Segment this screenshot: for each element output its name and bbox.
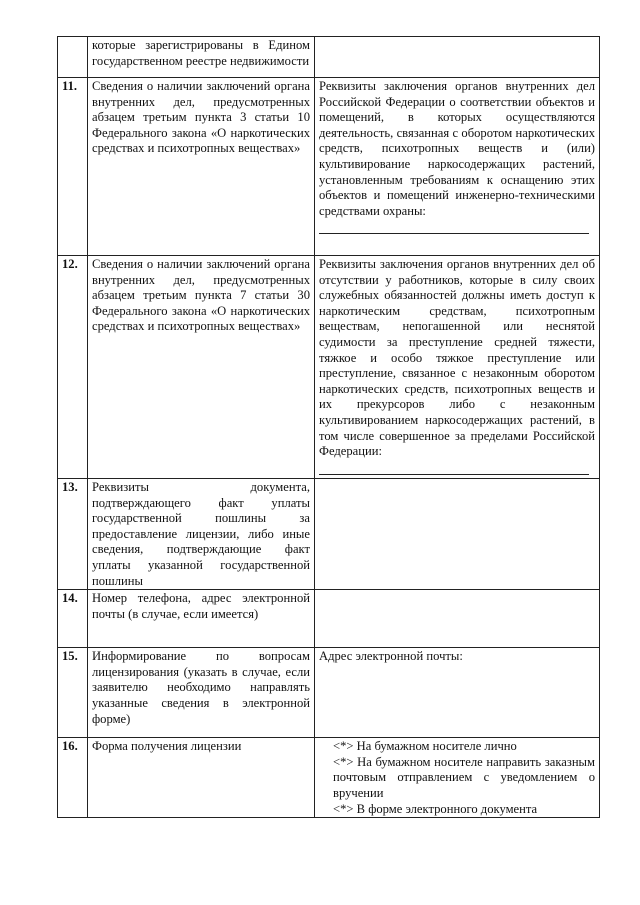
row-value-text: Реквизиты заключения органов внутренних дел Российской Федерации о соответствии объектов и помещений, в которых осуществляются деятельность, связанная с оборотом наркотических средств, психотропных веществ и (или) культивирование наркосодержащих растений, установленным требованиям к оснащению этих объектов и помещений инженерно-техническими средствами охраны: bbox=[319, 79, 595, 218]
table-row bbox=[58, 738, 600, 818]
table-row bbox=[58, 37, 600, 78]
table-row bbox=[58, 78, 600, 256]
row-number: 14. bbox=[58, 590, 88, 648]
option-paper-by-mail[interactable]: <*> На бумажном носителе направить заказным почтовым отправлением с уведомлением о вручении bbox=[333, 754, 595, 800]
row-value-empty[interactable] bbox=[315, 590, 600, 648]
table-row bbox=[58, 479, 600, 590]
option-electronic[interactable]: <*> В форме электронного документа bbox=[333, 801, 538, 816]
row-number: 15. bbox=[58, 648, 88, 738]
row-number: 12. bbox=[58, 256, 88, 479]
row-value bbox=[315, 256, 600, 479]
row-number bbox=[58, 37, 88, 78]
table-row bbox=[58, 648, 600, 738]
row-number: 11. bbox=[58, 78, 88, 256]
row-label: Форма получения лицензии bbox=[88, 738, 315, 818]
row-label: Сведения о наличии заключений органа внутренних дел, предусмотренных абзацем третьим пункта 3 статьи 10 Федерального закона «О наркотических средствах и психотропных веществах» bbox=[88, 78, 315, 256]
row-value-text: Реквизиты заключения органов внутренних дел об отсутствии у работников, которые в силу своих служебных обязанностей должны иметь доступ к наркотическим средствам, психотропным веществам, непогашенной или неснятой судимости за преступление средней тяжести, тяжкое и особо тяжкое преступление или преступление, связанное с незаконным оборотом наркотических средств, психотропных веществ и их прекурсоров либо с незаконным культивированием наркосодержащих растений, в том числе совершенное за пределами Российской Федерации: bbox=[319, 257, 595, 459]
row-value bbox=[315, 37, 600, 78]
row-label: Номер телефона, адрес электронной почты (в случае, если имеется) bbox=[88, 590, 315, 648]
row-number: 13. bbox=[58, 479, 88, 590]
row-label: Сведения о наличии заключений органа внутренних дел, предусмотренных абзацем третьим пункта 7 статьи 30 Федерального закона «О наркотических средствах и психотропных веществах» bbox=[88, 256, 315, 479]
row-label: которые зарегистрированы в Едином государственном реестре недвижимости bbox=[88, 37, 315, 78]
row-options bbox=[315, 738, 600, 818]
row-number: 16. bbox=[58, 738, 88, 818]
table-row bbox=[58, 256, 600, 479]
row-value bbox=[315, 78, 600, 256]
table-row bbox=[58, 590, 600, 648]
row-label: Информирование по вопросам лицензирования (указать в случае, если заявителю необходимо направлять указанные сведения в электронной форме) bbox=[88, 648, 315, 738]
row-value: Адрес электронной почты: bbox=[315, 648, 600, 738]
fill-in-line[interactable] bbox=[319, 474, 589, 475]
fill-in-line[interactable] bbox=[319, 233, 589, 234]
row-label: Реквизиты документа, подтверждающего факт уплаты государственной пошлины за предоставление лицензии, либо иные сведения, подтверждающие факт уплаты указанной государственной пошлины bbox=[88, 479, 315, 590]
row-value-empty[interactable] bbox=[315, 479, 600, 590]
option-paper-in-person[interactable]: <*> На бумажном носителе лично bbox=[333, 739, 517, 754]
license-application-table bbox=[57, 36, 600, 818]
